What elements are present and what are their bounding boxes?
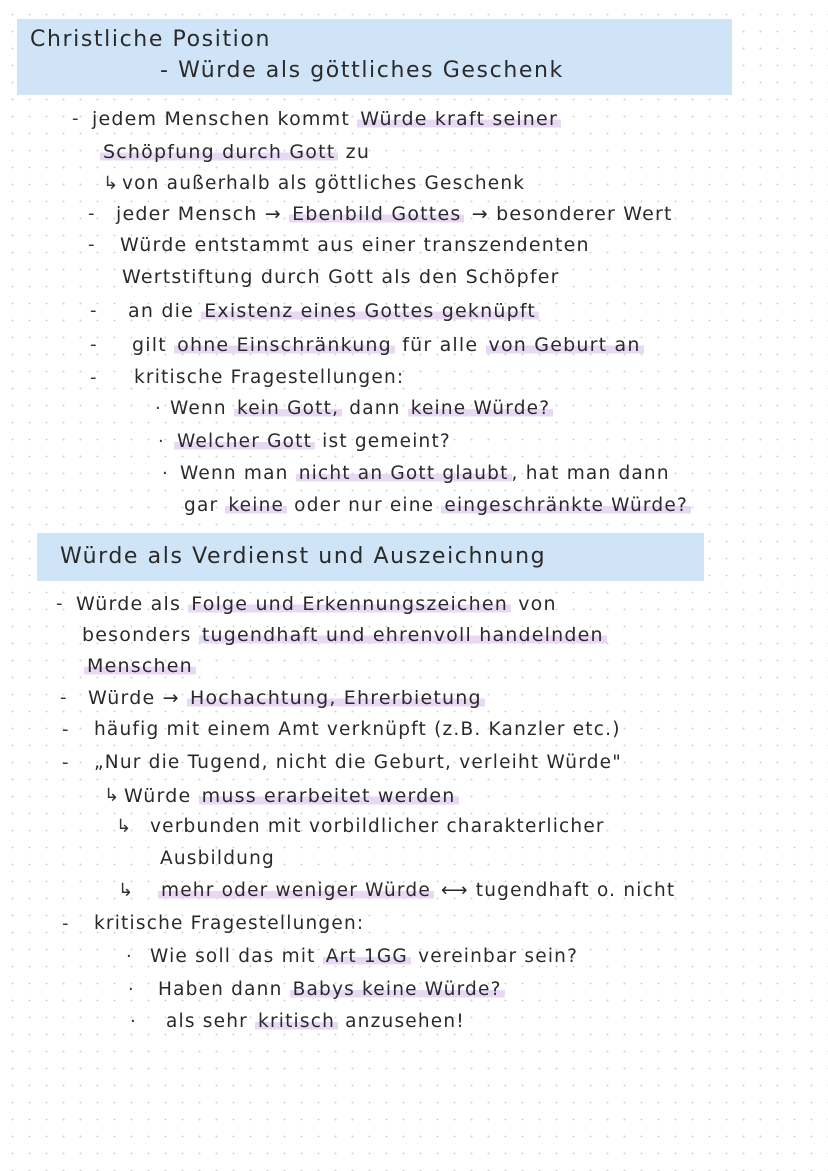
note-line: Schöpfung durch Gott zu [100, 143, 370, 162]
section1-title: Christliche Position [30, 27, 271, 52]
note-line: Würde als Folge und Erkennungszeichen von [76, 593, 557, 615]
note-line: an die Existenz eines Gottes geknüpft [128, 302, 539, 321]
bullet-dash: - [62, 913, 69, 934]
bullet-dot: · [126, 946, 132, 967]
question-line: als sehr kritisch anzusehen! [166, 1011, 465, 1032]
note-line: Ausbildung [160, 848, 275, 869]
bullet-dot: · [155, 398, 161, 419]
question-line: Wie soll das mit Art 1GG vereinbar sein? [150, 946, 579, 967]
note-line: gilt ohne Einschränkung für alle von Geburt an [132, 336, 644, 355]
bullet-dash: - [90, 300, 97, 321]
note-line: Würde entstammt aus einer transzendenten [120, 234, 590, 256]
note-line: von außerhalb als göttliches Geschenk [122, 173, 526, 194]
bullet-dot: · [130, 1011, 136, 1032]
bullet-dash: - [56, 593, 63, 614]
bullet-dash: - [62, 752, 69, 773]
section2-title: Würde als Verdienst und Auszeichnung [60, 544, 547, 569]
bullet-dash: - [88, 234, 95, 255]
arrow-icon: ↳ [103, 173, 119, 194]
note-line: besonders tugendhaft und ehrenvoll handelnden [82, 626, 607, 645]
note-line: jedem Menschen kommt Würde kraft seiner [92, 110, 561, 129]
bullet-dash: - [90, 334, 97, 355]
question-line: Wenn man nicht an Gott glaubt , hat man dann [180, 463, 670, 484]
arrow-icon: ↳ [118, 880, 134, 901]
note-line: kritische Fragestellungen: [134, 367, 405, 388]
section1-subtitle: - Würde als göttliches Geschenk [160, 58, 564, 83]
note-line: kritische Fragestellungen: [94, 913, 365, 934]
note-line: Würde muss erarbeitet werden [124, 787, 459, 806]
quote-line: „Nur die Tugend, nicht die Geburt, verleiht Würde" [94, 752, 622, 773]
bullet-dot: · [162, 463, 168, 484]
arrow-icon: ↳ [104, 785, 120, 806]
question-line: Welcher Gott ist gemeint? [174, 433, 451, 452]
bullet-dash: - [62, 719, 69, 740]
question-line: gar keine oder nur eine eingeschränkte Würde? [184, 497, 691, 516]
bullet-dot: · [128, 979, 134, 1000]
bullet-dash: - [72, 108, 79, 129]
question-line: Wenn kein Gott, dann keine Würde? [170, 400, 553, 419]
note-line: verbunden mit vorbildlicher charakterlicher [150, 816, 605, 837]
bullet-dash: - [88, 203, 95, 224]
question-line: Haben dann Babys keine Würde? [158, 981, 505, 1000]
note-line: Menschen [84, 657, 196, 676]
note-line: Würde → Hochachtung, Ehrerbietung [88, 689, 485, 708]
note-line: Wertstiftung durch Gott als den Schöpfer [122, 266, 560, 288]
bullet-dash: - [90, 367, 97, 388]
note-line: häufig mit einem Amt verknüpft (z.B. Kanzler etc.) [94, 719, 621, 740]
note-line: mehr oder weniger Würde ⟷ tugendhaft o. nicht [158, 882, 675, 901]
arrow-icon: ↳ [116, 816, 132, 837]
bullet-dash: - [60, 687, 67, 708]
note-line: jeder Mensch → Ebenbild Gottes → besonderer Wert [116, 203, 673, 225]
bullet-dot: · [158, 431, 164, 452]
